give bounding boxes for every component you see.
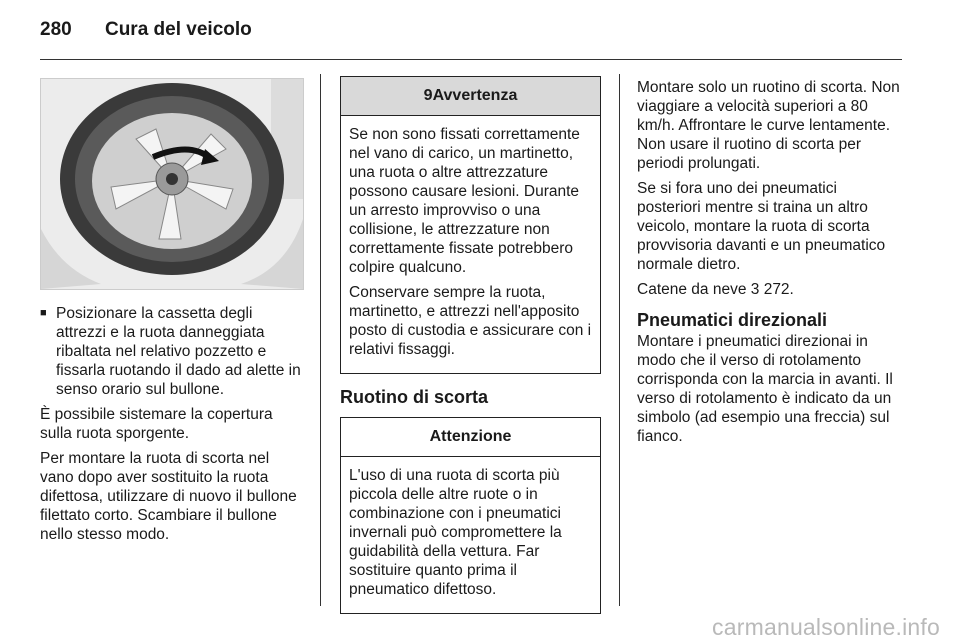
snow-chains-reference: Catene da neve 3 272. — [637, 281, 794, 298]
paragraph: È possibile sistemare la copertura sulla ruota sporgente. — [40, 406, 273, 442]
paragraph: Montare solo un ruotino di scorta. Non viaggiare a velocità superiori a 80 km/h. Affrontare le curve lentamente. Non usare il ruotino di scorta per periodi prolungati. — [637, 79, 900, 172]
bullet-square-icon: ■ — [40, 307, 47, 319]
warning-box — [340, 76, 601, 374]
column-1 — [40, 78, 302, 550]
bullet-text: Posizionare la cassetta degli attrezzi e la ruota danneggiata ribaltata nel relativo pozzetto e fissarla ruotando il dado ad alette in senso orario sul bullone. — [56, 305, 301, 398]
warning-symbol-icon: 9 — [423, 87, 433, 104]
paragraph: Per montare la ruota di scorta nel vano dopo aver sostituito la ruota difettosa, utilizzare di nuovo il bullone filettato corto. Scambiare il bullone nello stesso modo. — [40, 450, 297, 543]
section-heading-directional-tyres: Pneumatici direzionali — [637, 310, 828, 330]
page-number: 280 — [40, 19, 72, 40]
column-divider-1 — [320, 74, 321, 606]
paragraph: Se si fora uno dei pneumatici posteriori mentre si traina un altro veicolo, montare la ruota di scorta provvisoria davanti e un pneumatico normale dietro. — [637, 180, 886, 273]
spare-wheel-drawing — [41, 79, 303, 289]
caution-box — [340, 417, 601, 614]
warning-paragraph: Conservare sempre la ruota, martinetto, e attrezzi nell'apposito posto di custodia e assicurare con i relativi fissaggi. — [349, 284, 592, 358]
warning-title: Avvertenza — [432, 87, 518, 104]
paragraph: Montare i pneumatici direzionai in modo che il verso di rotolamento corrisponda con la marcia in avanti. Il verso di rotolamento è indicato da un simbolo (ad esempio una freccia) sul fianco. — [637, 333, 893, 445]
header-rule — [40, 59, 902, 60]
warning-header — [341, 77, 600, 116]
column-3 — [637, 78, 902, 452]
spare-wheel-illustration — [40, 78, 304, 290]
page-header — [40, 19, 252, 41]
warning-paragraph: Se non sono fissati correttamente nel vano di carico, un martinetto, una ruota o altre attrezzature possono causare lesioni. Durante un arresto improvviso o una collisione, le attrezzature non correttamente fissate potrebbero colpire qualcuno. — [349, 126, 580, 276]
caution-title: Attenzione — [341, 418, 600, 457]
instruction-bullet — [40, 304, 302, 399]
page-reference-link[interactable]: 3 272. — [750, 281, 794, 298]
watermark: carmanualsonline.info — [712, 614, 940, 640]
column-divider-2 — [619, 74, 620, 606]
caution-body — [341, 457, 600, 613]
section-heading-spare-wheel: Ruotino di scorta — [340, 387, 488, 407]
page-title: Cura del veicolo — [104, 19, 252, 40]
warning-body — [341, 116, 600, 373]
caution-paragraph: L'uso di una ruota di scorta più piccola delle altre ruote o in combinazione con i pneumatici invernali può compromettere la guidabilità della vettura. Far sostituire quanto prima il pneumatico difettoso. — [349, 467, 562, 598]
column-2 — [340, 76, 601, 628]
